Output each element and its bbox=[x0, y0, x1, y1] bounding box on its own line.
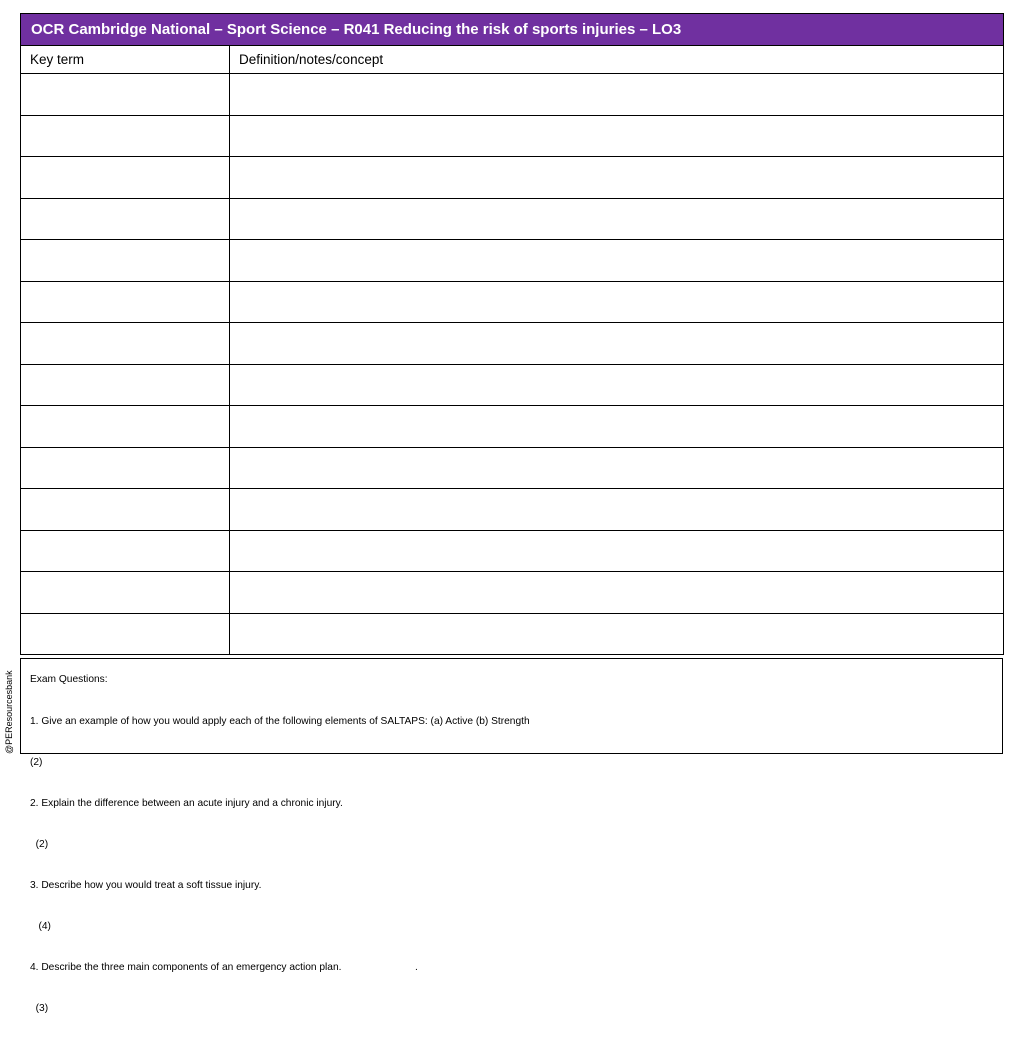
definition-cell[interactable] bbox=[230, 281, 1004, 323]
exam-line: (3) bbox=[30, 1003, 49, 1015]
definition-cell[interactable] bbox=[230, 406, 1004, 448]
exam-questions bbox=[30, 646, 970, 1043]
exam-line: (2) bbox=[30, 756, 43, 768]
key-term-cell[interactable] bbox=[21, 281, 230, 323]
table-row bbox=[21, 240, 1004, 282]
table-row bbox=[21, 198, 1004, 240]
key-term-cell[interactable] bbox=[21, 406, 230, 448]
definition-cell[interactable] bbox=[230, 74, 1004, 116]
table-row bbox=[21, 323, 1004, 365]
table-row bbox=[21, 281, 1004, 323]
header-row bbox=[21, 46, 1004, 74]
exam-heading: Exam Questions: bbox=[30, 674, 108, 686]
key-term-cell[interactable] bbox=[21, 74, 230, 116]
table-row bbox=[21, 74, 1004, 116]
key-terms-table bbox=[20, 13, 1004, 655]
definition-cell[interactable] bbox=[230, 572, 1004, 614]
exam-line: 2. Explain the difference between an acute injury and a chronic injury. bbox=[30, 797, 343, 809]
definition-cell[interactable] bbox=[230, 530, 1004, 572]
key-term-cell[interactable] bbox=[21, 323, 230, 365]
table-row bbox=[21, 447, 1004, 489]
table-row bbox=[21, 406, 1004, 448]
key-term-cell[interactable] bbox=[21, 447, 230, 489]
exam-line: (4) bbox=[30, 921, 51, 933]
key-term-cell[interactable] bbox=[21, 489, 230, 531]
definition-cell[interactable] bbox=[230, 364, 1004, 406]
definition-cell[interactable] bbox=[230, 447, 1004, 489]
table-row bbox=[21, 489, 1004, 531]
key-term-cell[interactable] bbox=[21, 530, 230, 572]
definition-cell[interactable] bbox=[230, 157, 1004, 199]
key-term-cell[interactable] bbox=[21, 198, 230, 240]
exam-line: 1. Give an example of how you would apply each of the following elements of SALTAPS: (a) Active (b) Strength bbox=[30, 715, 530, 727]
definition-cell[interactable] bbox=[230, 323, 1004, 365]
definition-cell[interactable] bbox=[230, 240, 1004, 282]
table-row bbox=[21, 115, 1004, 157]
exam-line: (2) bbox=[30, 838, 49, 850]
table-row bbox=[21, 530, 1004, 572]
exam-line: 4. Describe the three main components of an emergency action plan. . bbox=[30, 962, 418, 974]
table-row bbox=[21, 364, 1004, 406]
header-key-term: Key term bbox=[21, 46, 230, 74]
definition-cell[interactable] bbox=[230, 198, 1004, 240]
header-definition: Definition/notes/concept bbox=[230, 46, 1004, 74]
exam-line: 3. Describe how you would treat a soft tissue injury. bbox=[30, 879, 262, 891]
key-term-cell[interactable] bbox=[21, 157, 230, 199]
table-row bbox=[21, 157, 1004, 199]
table-row bbox=[21, 572, 1004, 614]
credit-text: @PEResourcesbank bbox=[4, 670, 14, 754]
key-term-cell[interactable] bbox=[21, 115, 230, 157]
worksheet-title: OCR Cambridge National – Sport Science – R041 Reducing the risk of sports injuries – LO3 bbox=[21, 14, 1004, 46]
key-term-cell[interactable] bbox=[21, 572, 230, 614]
key-term-cell[interactable] bbox=[21, 240, 230, 282]
definition-cell[interactable] bbox=[230, 489, 1004, 531]
key-term-cell[interactable] bbox=[21, 364, 230, 406]
definition-cell[interactable] bbox=[230, 115, 1004, 157]
